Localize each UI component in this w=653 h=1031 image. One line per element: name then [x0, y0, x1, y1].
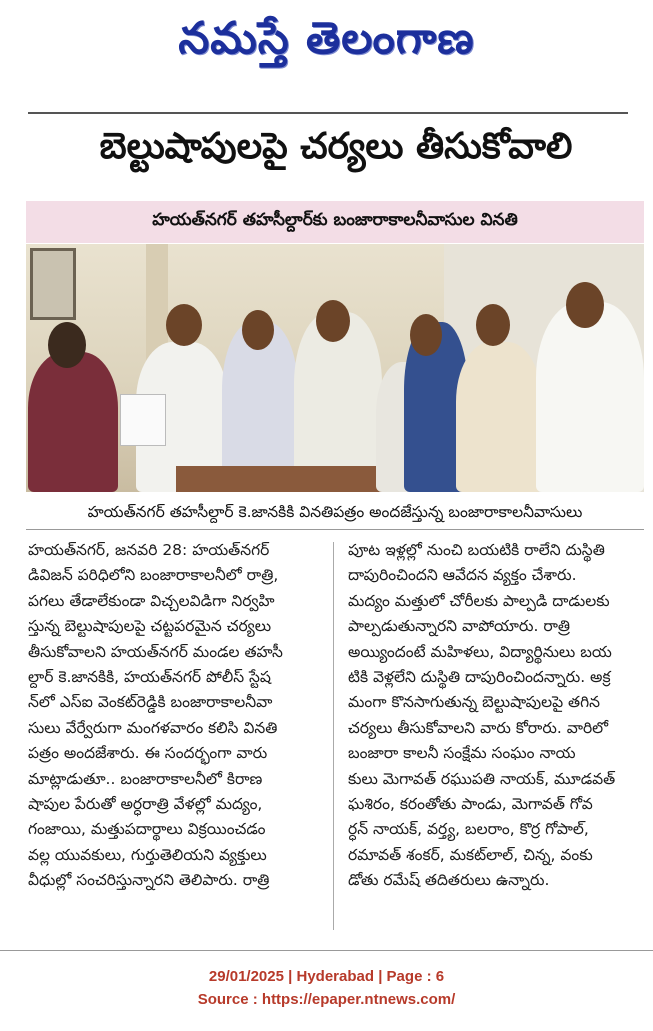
news-photo — [26, 244, 644, 492]
article-line: న్‌లో ఎస్‌ఐ వెంకట్‌రెడ్డికి బంజారాకాలనీవా — [28, 693, 273, 712]
photo-caption: హయత్‌నగర్ తహసీల్దార్ కె.జానకికి వినతిపత్రం అందజేస్తున్న బంజారాకాలనీవాసులు — [26, 498, 644, 530]
masthead — [0, 0, 653, 88]
article-line: డోతు రమేష్ తదితరులు ఉన్నారు. — [348, 871, 550, 890]
article-line: టికి వెళ్లలేని దుస్థితి దాపురించిందన్నారు. అక్ర — [348, 668, 611, 687]
article-line: వల్ల యువకులు, గుర్తుతెలియని వ్యక్తులు — [28, 845, 267, 864]
article-line: డివిజన్ పరిధిలోని బంజారాకాలనీలో రాత్రి, — [28, 566, 279, 585]
article-line: అయ్యిందంటే మహిళలు, విద్యార్థినులు బయ — [348, 642, 612, 661]
person-head — [166, 304, 202, 346]
article-line: మంగా కొనసాగుతున్న బెల్టుషాపులపై తగిన — [348, 693, 600, 712]
article-line: పగలు తేడాలేకుండా విచ్చలవిడిగా నిర్వహి — [28, 591, 275, 610]
article-line: పూట ఇళ్లల్లో నుంచి బయటికి రాలేని దుస్థితి — [348, 541, 605, 559]
wall-portrait — [30, 248, 76, 320]
article-line: చర్యలు తీసుకోవాలని వారు కోరారు. వారిలో — [348, 718, 609, 737]
article-line: వీధుల్లో సంచరిస్తున్నారని తెలిపారు. రాత్రి — [28, 871, 270, 890]
article-column-right — [348, 538, 642, 894]
person-head — [48, 322, 86, 368]
footer-divider — [0, 950, 653, 951]
person-figure — [536, 302, 644, 492]
column-divider — [333, 542, 334, 930]
article-line: ఘశిరం, కరంతోతు పాండు, మెగావత్ గోవ — [348, 795, 593, 814]
article-line: కులు మెగావత్ రఘుపతి నాయక్, మూడవత్ — [348, 769, 616, 788]
article-line: గంజాయి, మత్తుపదార్థాలు విక్రయించడం — [28, 820, 266, 839]
person-head — [566, 282, 604, 328]
article-line: సులు వేర్వేరుగా మంగళవారం కలిసి వినతి — [28, 718, 278, 737]
newspaper-logo: నమస్తే తెలంగాణ — [178, 13, 475, 64]
person-figure — [28, 352, 118, 492]
article-line: ల్దార్ కె.జానకికి, హయత్‌నగర్ పోలీస్ స్టేష — [28, 668, 271, 687]
person-head — [410, 314, 442, 356]
footer-date-line: 29/01/2025 | Hyderabad | Page : 6 — [208, 968, 445, 985]
article-line: పాల్పడుతున్నారని వాపోయారు. రాత్రి — [348, 617, 570, 636]
footer-source-link[interactable]: Source : https://epaper.ntnews.com/ — [197, 991, 456, 1008]
article-line: పత్రం అందజేశారు. ఈ సందర్భంగా వారు — [28, 744, 268, 763]
article-line: హయత్‌నగర్, జనవరి 28: హయత్‌నగర్ — [28, 541, 270, 559]
article-line: మాట్లాడుతూ.. బంజారాకాలనీలో కిరాణ — [28, 769, 263, 788]
article-line: స్తున్న బెల్టుషాపులపై చట్టపరమైన చర్యలు — [28, 617, 272, 636]
article-column-left — [28, 538, 322, 894]
article-line: షాపుల పేరుతో అర్ధరాత్రి వేళల్లో మద్యం, — [28, 795, 263, 814]
petition-paper — [120, 394, 166, 446]
headline: బెల్టుషాపులపై చర్యలు తీసుకోవాలి — [99, 126, 573, 167]
article-line: దాపురించిందని ఆవేదన వ్యక్తం చేశారు. — [348, 566, 577, 585]
person-head — [242, 310, 274, 350]
article-line: ర్ధన్ నాయక్, వర్త్య, బలరాం, కొర్ర గోపాల్, — [348, 820, 589, 839]
article-line: మద్యం మత్తులో చోరీలకు పాల్పడి దాడులకు — [348, 591, 610, 610]
article-line: బంజారా కాలనీ సంక్షేమ సంఘం నాయ — [348, 744, 576, 763]
divider — [28, 112, 628, 114]
person-head — [476, 304, 510, 346]
person-head — [316, 300, 350, 342]
person-figure — [456, 342, 542, 492]
article-line: తీసుకోవాలని హయత్‌నగర్ మండల తహసీ — [28, 642, 283, 661]
subheadline: హయత్‌నగర్ తహసీల్దార్‌కు బంజారాకాలనీవాసుల వినతి — [26, 201, 644, 243]
article-line: రమావత్ శంకర్, మకట్‌లాల్, చిన్న, వంకు — [348, 845, 593, 864]
